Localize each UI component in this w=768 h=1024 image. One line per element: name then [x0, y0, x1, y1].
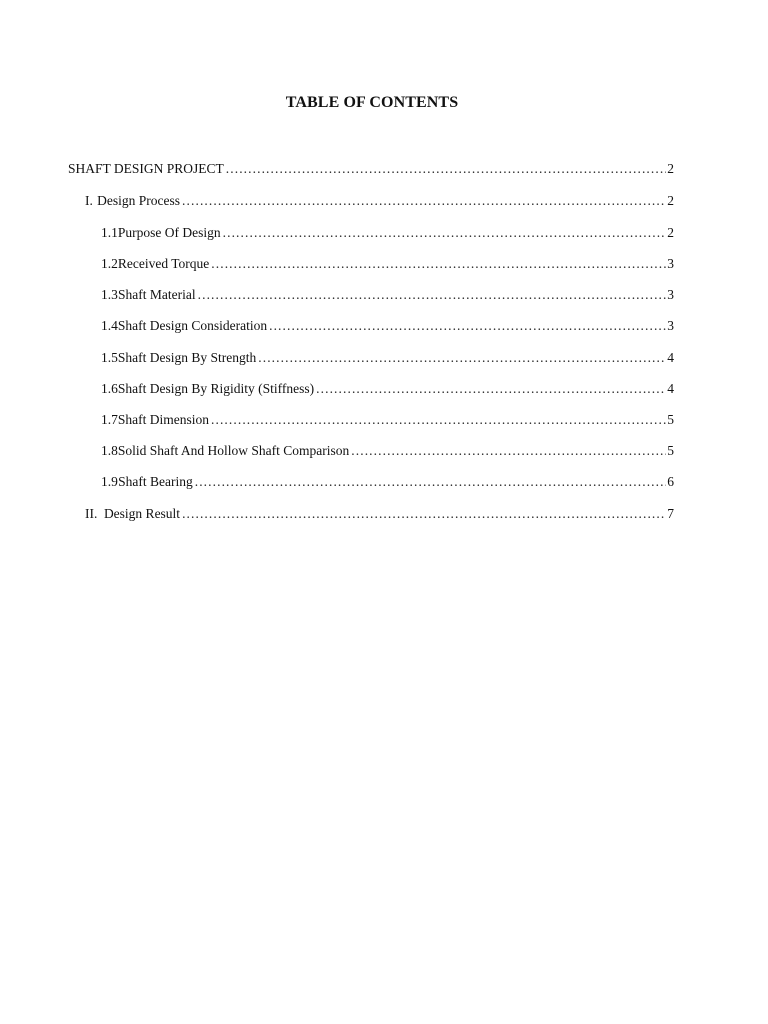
toc-dot-leader: [226, 161, 666, 177]
toc-entry-number: I.: [85, 193, 93, 208]
toc-page-number: 6: [667, 474, 674, 489]
toc-entry-shaft-dimension[interactable]: [101, 412, 674, 428]
toc-page-number: 2: [667, 225, 674, 240]
toc-dot-leader: [211, 412, 666, 428]
toc-entry-number: 1.3: [101, 287, 118, 302]
toc-dot-leader: [195, 474, 667, 490]
toc-entry-number: 1.7: [101, 412, 118, 427]
toc-entry-design-result[interactable]: [85, 506, 674, 522]
toc-entry-design-process[interactable]: [85, 193, 674, 209]
toc-page-number: 2: [667, 193, 674, 208]
toc-page-number: 5: [667, 412, 674, 427]
toc-entry-number: 1.8: [101, 443, 118, 458]
toc-title: TABLE OF CONTENTS: [285, 94, 459, 111]
toc-entry-number: 1.4: [101, 318, 118, 333]
toc-page-number: 3: [667, 287, 674, 302]
toc-entry-label: Shaft Design By Strength: [117, 350, 257, 365]
toc-page-number: 3: [667, 318, 674, 333]
toc-entry-label: Design Process: [97, 193, 181, 208]
toc-dot-leader: [211, 256, 666, 272]
toc-page-number: 4: [667, 350, 674, 365]
toc-entry-label: Shaft Design Consideration: [117, 318, 268, 333]
toc-entry-number: 1.5: [101, 350, 118, 365]
toc-entry-received-torque[interactable]: [101, 256, 674, 272]
toc-entry-number: 1.1: [101, 225, 118, 240]
toc-entry-solid-hollow-comparison[interactable]: [101, 443, 674, 459]
toc-dot-leader: [198, 287, 667, 303]
toc-dot-leader: [351, 443, 666, 459]
toc-entry-number: 1.9: [101, 474, 118, 489]
toc-entry-label: Shaft Design By Rigidity (Stiffness): [117, 381, 315, 396]
toc-entry-label: Solid Shaft And Hollow Shaft Comparison: [117, 443, 350, 458]
toc-page-number: 3: [667, 256, 674, 271]
toc-page-number: 4: [667, 381, 674, 396]
toc-dot-leader: [316, 381, 666, 397]
toc-entry-shaft-design-by-rigidity[interactable]: [101, 381, 674, 397]
toc-entry-label: Design Result: [103, 506, 181, 521]
toc-entry-shaft-design-by-strength[interactable]: [101, 350, 674, 366]
toc-entry-shaft-design-project[interactable]: [68, 161, 674, 177]
toc-entry-label: Purpose Of Design: [117, 225, 221, 240]
toc-entry-label: Shaft Material: [118, 287, 196, 302]
toc-page-number: 2: [667, 161, 674, 176]
toc-dot-leader: [223, 225, 667, 241]
toc-dot-leader: [258, 350, 666, 366]
toc-entry-number: 1.6: [101, 381, 118, 396]
toc-entry-label: SHAFT DESIGN PROJECT: [68, 161, 224, 176]
toc-entry-label: Shaft Bearing: [118, 474, 193, 489]
toc-page-number: 5: [667, 443, 674, 458]
toc-entry-number: 1.2: [101, 256, 118, 271]
toc-dot-leader: [182, 506, 666, 522]
toc-entry-shaft-bearing[interactable]: [101, 474, 674, 490]
toc-page-number: 7: [667, 506, 674, 521]
toc-dot-leader: [182, 193, 666, 209]
toc-entry-shaft-design-consideration[interactable]: [101, 318, 674, 334]
toc-entry-shaft-material[interactable]: [101, 287, 674, 303]
toc-entry-label: Shaft Dimension: [117, 412, 209, 427]
toc-entry-label: Received Torque: [117, 256, 210, 271]
toc-entry-purpose-of-design[interactable]: [101, 225, 674, 241]
toc-entry-number: II.: [85, 506, 98, 521]
toc-dot-leader: [269, 318, 666, 334]
